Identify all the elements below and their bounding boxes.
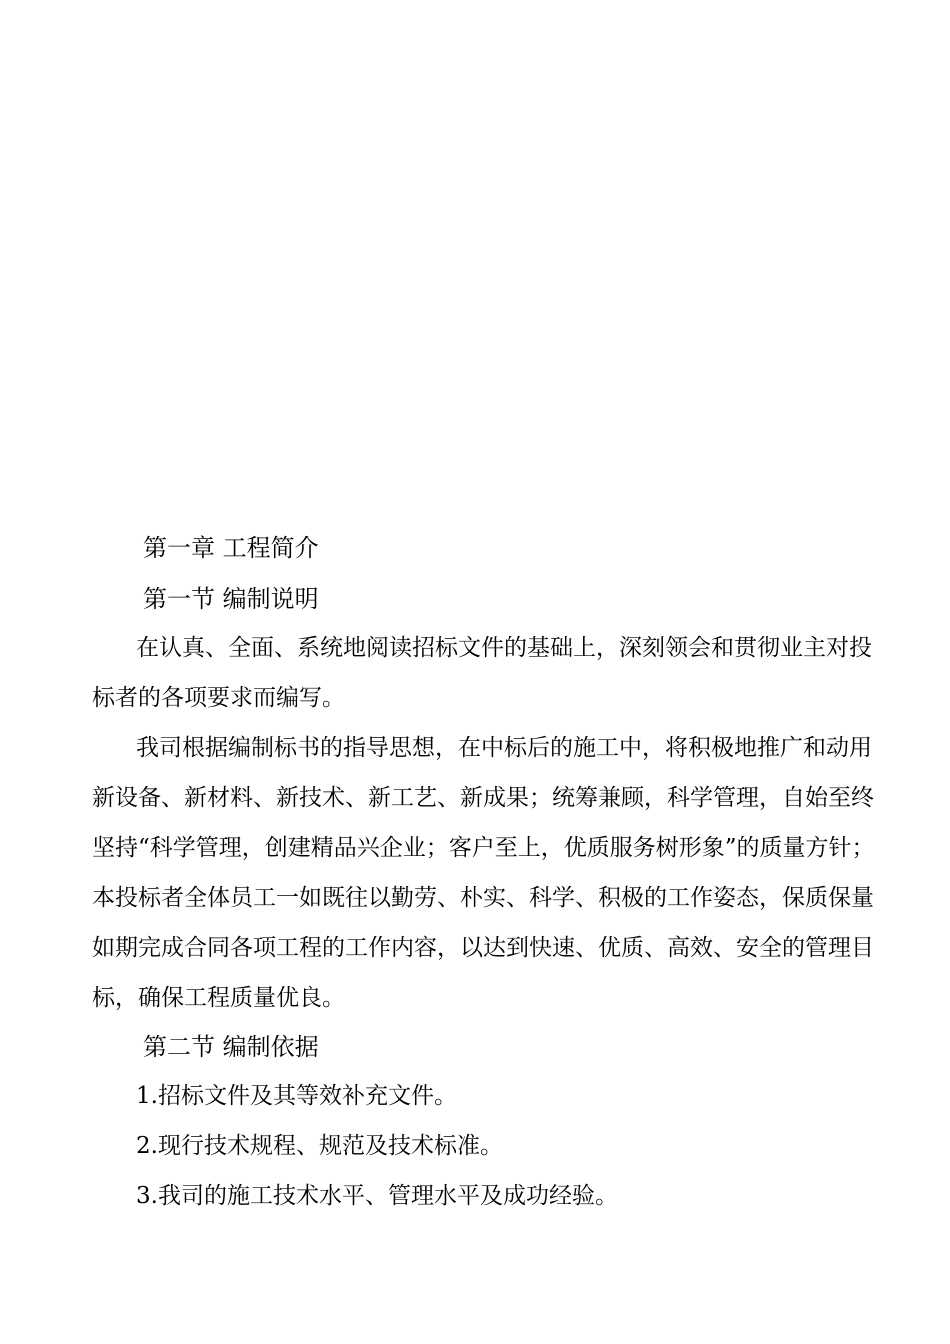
section-title-compilation-basis: 第二节 编制依据 xyxy=(143,1033,319,1061)
paragraph-line: 坚持“科学管理，创建精品兴企业；客户至上，优质服务树形象”的质量方针； xyxy=(92,835,875,861)
list-item: 3.我司的施工技术水平、管理水平及成功经验。 xyxy=(136,1183,618,1209)
paragraph-line: 标，确保工程质量优良。 xyxy=(92,985,345,1011)
paragraph-line: 如期完成合同各项工程的工作内容，以达到快速、优质、高效、安全的管理目 xyxy=(92,935,874,961)
chapter-title: 第一章 工程简介 xyxy=(143,534,319,562)
paragraph-line: 新设备、新材料、新技术、新工艺、新成果；统筹兼顾，科学管理，自始至终 xyxy=(92,785,874,811)
list-item: 1.招标文件及其等效补充文件。 xyxy=(136,1083,457,1109)
section-title-compilation-notes: 第一节 编制说明 xyxy=(143,585,319,613)
paragraph-line: 本投标者全体员工一如既往以勤劳、朴实、科学、积极的工作姿态，保质保量 xyxy=(92,885,874,911)
paragraph-line: 在认真、全面、系统地阅读招标文件的基础上，深刻领会和贯彻业主对投 xyxy=(136,635,872,661)
paragraph-line: 标者的各项要求而编写。 xyxy=(92,685,345,711)
paragraph-line: 我司根据编制标书的指导思想，在中标后的施工中，将积极地推广和动用 xyxy=(136,735,872,761)
list-item: 2.现行技术规程、规范及技术标准。 xyxy=(136,1133,503,1159)
